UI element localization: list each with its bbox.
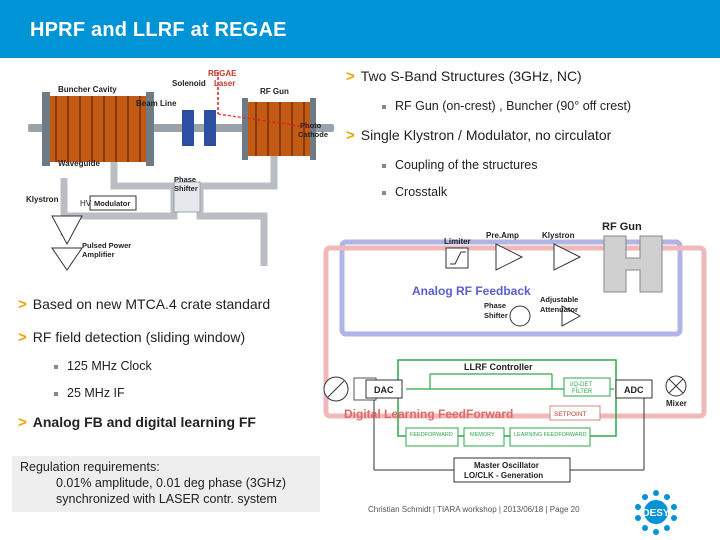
regulation-line-3: synchronized with LASER contr. system [56, 492, 277, 506]
label-photo-cathode: Photo [300, 121, 322, 130]
label-klystron: Klystron [26, 195, 59, 204]
label-digital-ff: Digital Learning FeedForward [344, 407, 514, 421]
sub-bullet-clock: 125 MHz Clock [54, 359, 152, 373]
title-bar [0, 0, 720, 58]
regulation-requirements-box [12, 456, 320, 512]
svg-text:LO/CLK - Generation: LO/CLK - Generation [464, 471, 544, 480]
sub-bullet-gun-buncher: RF Gun (on-crest) , Buncher (90° off crest) [382, 99, 631, 113]
label-preamp: Pre.Amp [486, 231, 519, 240]
svg-text:Shifter: Shifter [484, 311, 508, 320]
label-regae-laser: REGAE [208, 69, 237, 78]
label-adc: ADC [624, 385, 644, 395]
bullet-klystron: > Single Klystron / Modulator, no circulator [346, 127, 612, 144]
square-bullet-icon [382, 164, 386, 168]
label-master-osc: Master Oscillator [474, 461, 539, 470]
desy-logo-icon [632, 488, 680, 536]
label-mixer: Mixer [666, 399, 687, 408]
arrow-icon: > [18, 329, 27, 346]
label-feedforward: FEEDFORWARD [410, 432, 453, 438]
label-solenoid: Solenoid [172, 79, 206, 88]
label-adj-att: Adjustable [540, 295, 579, 304]
label-waveguide: Waveguide [58, 159, 100, 168]
svg-text:Attenuator: Attenuator [540, 305, 578, 314]
desy-logo-text: DESY [642, 508, 670, 519]
svg-text:Shifter: Shifter [174, 184, 198, 193]
label-dac: DAC [374, 385, 394, 395]
page-title: HPRF and LLRF at REGAE [30, 19, 287, 41]
arrow-icon: > [346, 127, 355, 144]
label-klystron-r: Klystron [542, 231, 575, 240]
label-rf-gun: RF Gun [260, 87, 289, 96]
svg-text:Amplifier: Amplifier [82, 250, 115, 259]
label-iq: I/Q-DET [570, 382, 592, 388]
square-bullet-icon [382, 105, 386, 109]
label-analog-fb: Analog RF Feedback [412, 284, 531, 298]
footer-text: Christian Schmidt | TIARA workshop | 2013/06/18 | Page 20 [368, 505, 580, 514]
arrow-icon: > [18, 414, 27, 431]
label-learning-ff: LEARNING FEEDFORWARD [514, 432, 587, 438]
regulation-heading: Regulation requirements: [20, 460, 160, 474]
label-beam-line: Beam Line [136, 99, 177, 108]
svg-text:Laser: Laser [214, 79, 236, 88]
bullet-sband: > Two S-Band Structures (3GHz, NC) [346, 68, 582, 85]
bullet-rf-detection: > RF field detection (sliding window) [18, 329, 246, 346]
arrow-icon: > [346, 68, 355, 85]
label-llrf-controller: LLRF Controller [464, 362, 533, 372]
sub-bullet-if: 25 MHz IF [54, 386, 125, 400]
square-bullet-icon [54, 365, 58, 369]
square-bullet-icon [382, 191, 386, 195]
svg-text:Cathode: Cathode [298, 130, 328, 139]
bullet-analog-fb: > Analog FB and digital learning FF [18, 414, 256, 431]
llrf-block-diagram [314, 214, 720, 500]
label-memory: MEMORY [470, 432, 495, 438]
svg-text:FILTER: FILTER [572, 389, 593, 395]
label-rf-gun-r: RF Gun [602, 221, 642, 233]
label-buncher: Buncher Cavity [58, 85, 117, 94]
regulation-line-2: 0.01% amplitude, 0.01 deg phase (3GHz) [56, 476, 286, 490]
bullet-mtca: > Based on new MTCA.4 crate standard [18, 296, 271, 313]
label-setpoint: SETPOINT [554, 411, 587, 418]
label-limiter: Limiter [444, 237, 471, 246]
hprf-setup-diagram [24, 66, 340, 280]
sub-bullet-coupling: Coupling of the structures [382, 158, 537, 172]
sub-bullet-crosstalk: Crosstalk [382, 185, 447, 199]
label-pulsed-power: Pulsed Power [82, 241, 132, 250]
arrow-icon: > [18, 296, 27, 313]
label-hv: HV [80, 199, 92, 208]
label-phase-shifter-r: Phase [484, 301, 507, 310]
label-phase-shifter: Phase [174, 175, 197, 184]
square-bullet-icon [54, 392, 58, 396]
label-modulator: Modulator [94, 199, 131, 208]
